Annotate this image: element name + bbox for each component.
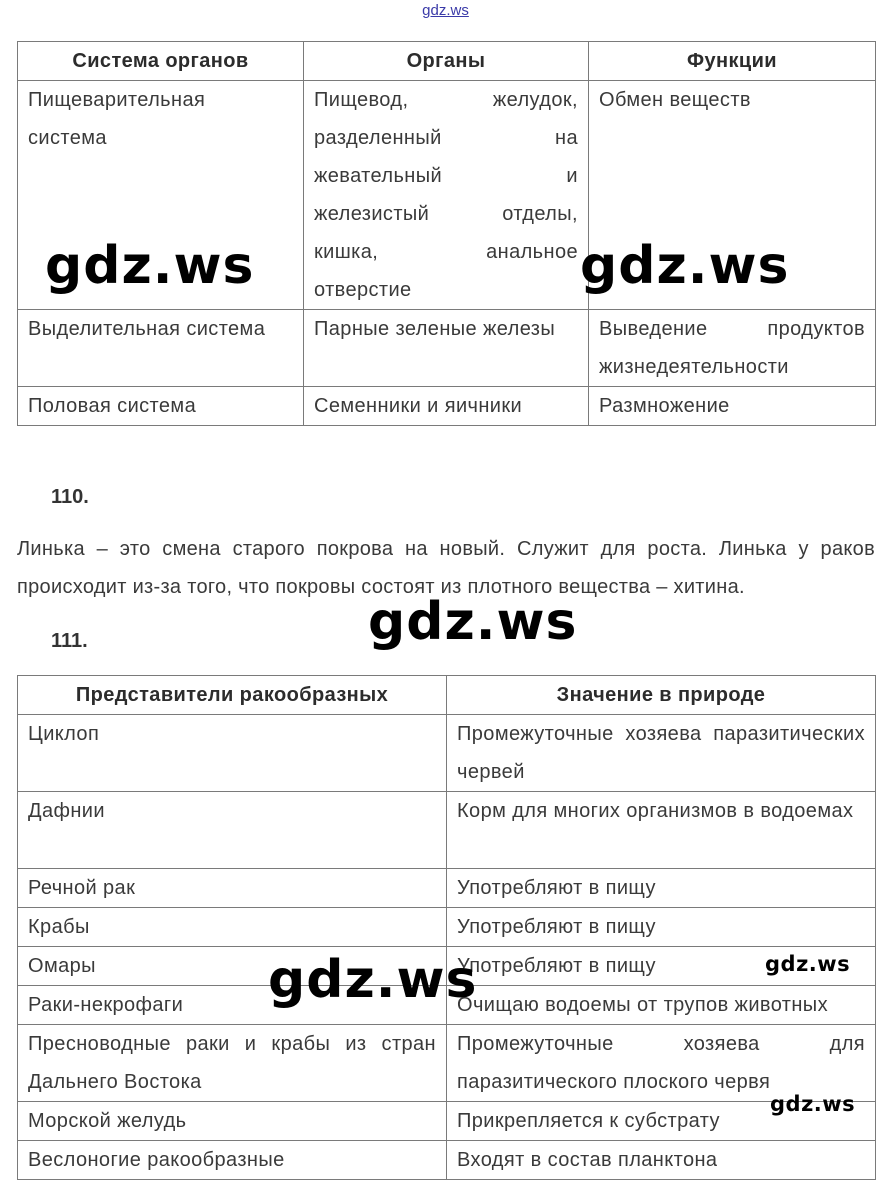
table-row <box>18 869 876 908</box>
watermark: gdz.ws <box>45 236 255 296</box>
table-cell: Пресноводные раки и крабы из стран Дальнего Востока <box>18 1025 447 1102</box>
table-row <box>18 1025 876 1102</box>
table-cell: Размножение <box>589 387 876 426</box>
watermark: gdz.ws <box>580 236 790 296</box>
table-cell: Раки-некрофаги <box>18 986 447 1025</box>
table-cell: Выделительная система <box>18 310 304 387</box>
table-row <box>18 310 876 387</box>
table-cell: Пищеварительная система <box>18 81 304 310</box>
table-row <box>18 715 876 792</box>
table-cell: Обмен веществ <box>589 81 876 310</box>
column-header: Функции <box>589 42 876 81</box>
table-cell: Корм для многих организмов в водоемах <box>447 792 876 869</box>
table-cell: Семенники и яичники <box>304 387 589 426</box>
answer-paragraph: Линька – это смена старого покрова на новый. Служит для роста. Линька у раков происходит из-за того, что покровы состоят из плотного вещества – хитина. <box>17 538 875 598</box>
table-cell: Употребляют в пищу <box>447 908 876 947</box>
table-cell: Промежуточные хозяева паразитических червей <box>447 715 876 792</box>
table-header-row <box>18 42 876 81</box>
table-cell: Употребляют в пищу <box>447 869 876 908</box>
task-number: 110. <box>51 486 89 508</box>
table-cell: Половая система <box>18 387 304 426</box>
table-row <box>18 387 876 426</box>
table-row <box>18 1141 876 1180</box>
table-cell: Прикрепляется к субстрату <box>447 1102 876 1141</box>
organ-systems-table <box>17 41 876 426</box>
table-cell: Парные зеленые железы <box>304 310 589 387</box>
table-row <box>18 908 876 947</box>
header-watermark-link[interactable]: gdz.ws <box>422 2 469 19</box>
table-cell: Выведение продуктов жизнедеятельности <box>589 310 876 387</box>
column-header: Представители ракообразных <box>18 676 447 715</box>
table-cell: Крабы <box>18 908 447 947</box>
column-header: Система органов <box>18 42 304 81</box>
task-number: 111. <box>51 630 88 652</box>
table-header-row <box>18 676 876 715</box>
watermark: gdz.ws <box>368 592 578 652</box>
column-header: Значение в природе <box>447 676 876 715</box>
table-cell: Входят в состав планктона <box>447 1141 876 1180</box>
table-cell: Веслоногие ракообразные <box>18 1141 447 1180</box>
table-cell: Морской желудь <box>18 1102 447 1141</box>
table-cell: Циклоп <box>18 715 447 792</box>
table-cell: Очищаю водоемы от трупов животных <box>447 986 876 1025</box>
table-row <box>18 1102 876 1141</box>
table-cell: Употребляют в пищу <box>447 947 876 986</box>
watermark: gdz.ws <box>770 1092 856 1116</box>
column-header: Органы <box>304 42 589 81</box>
watermark: gdz.ws <box>268 950 478 1010</box>
table-row <box>18 792 876 869</box>
table-cell: Промежуточные хозяева для паразитического плоского червя <box>447 1025 876 1102</box>
watermark: gdz.ws <box>765 952 851 976</box>
table-cell: Пищевод, желудок, разделенный на жевательный и железистый отделы, кишка, анальное отверстие <box>304 81 589 310</box>
table-cell: Омары <box>18 947 447 986</box>
table-cell: Дафнии <box>18 792 447 869</box>
table-cell: Речной рак <box>18 869 447 908</box>
crustaceans-table <box>17 675 876 1180</box>
